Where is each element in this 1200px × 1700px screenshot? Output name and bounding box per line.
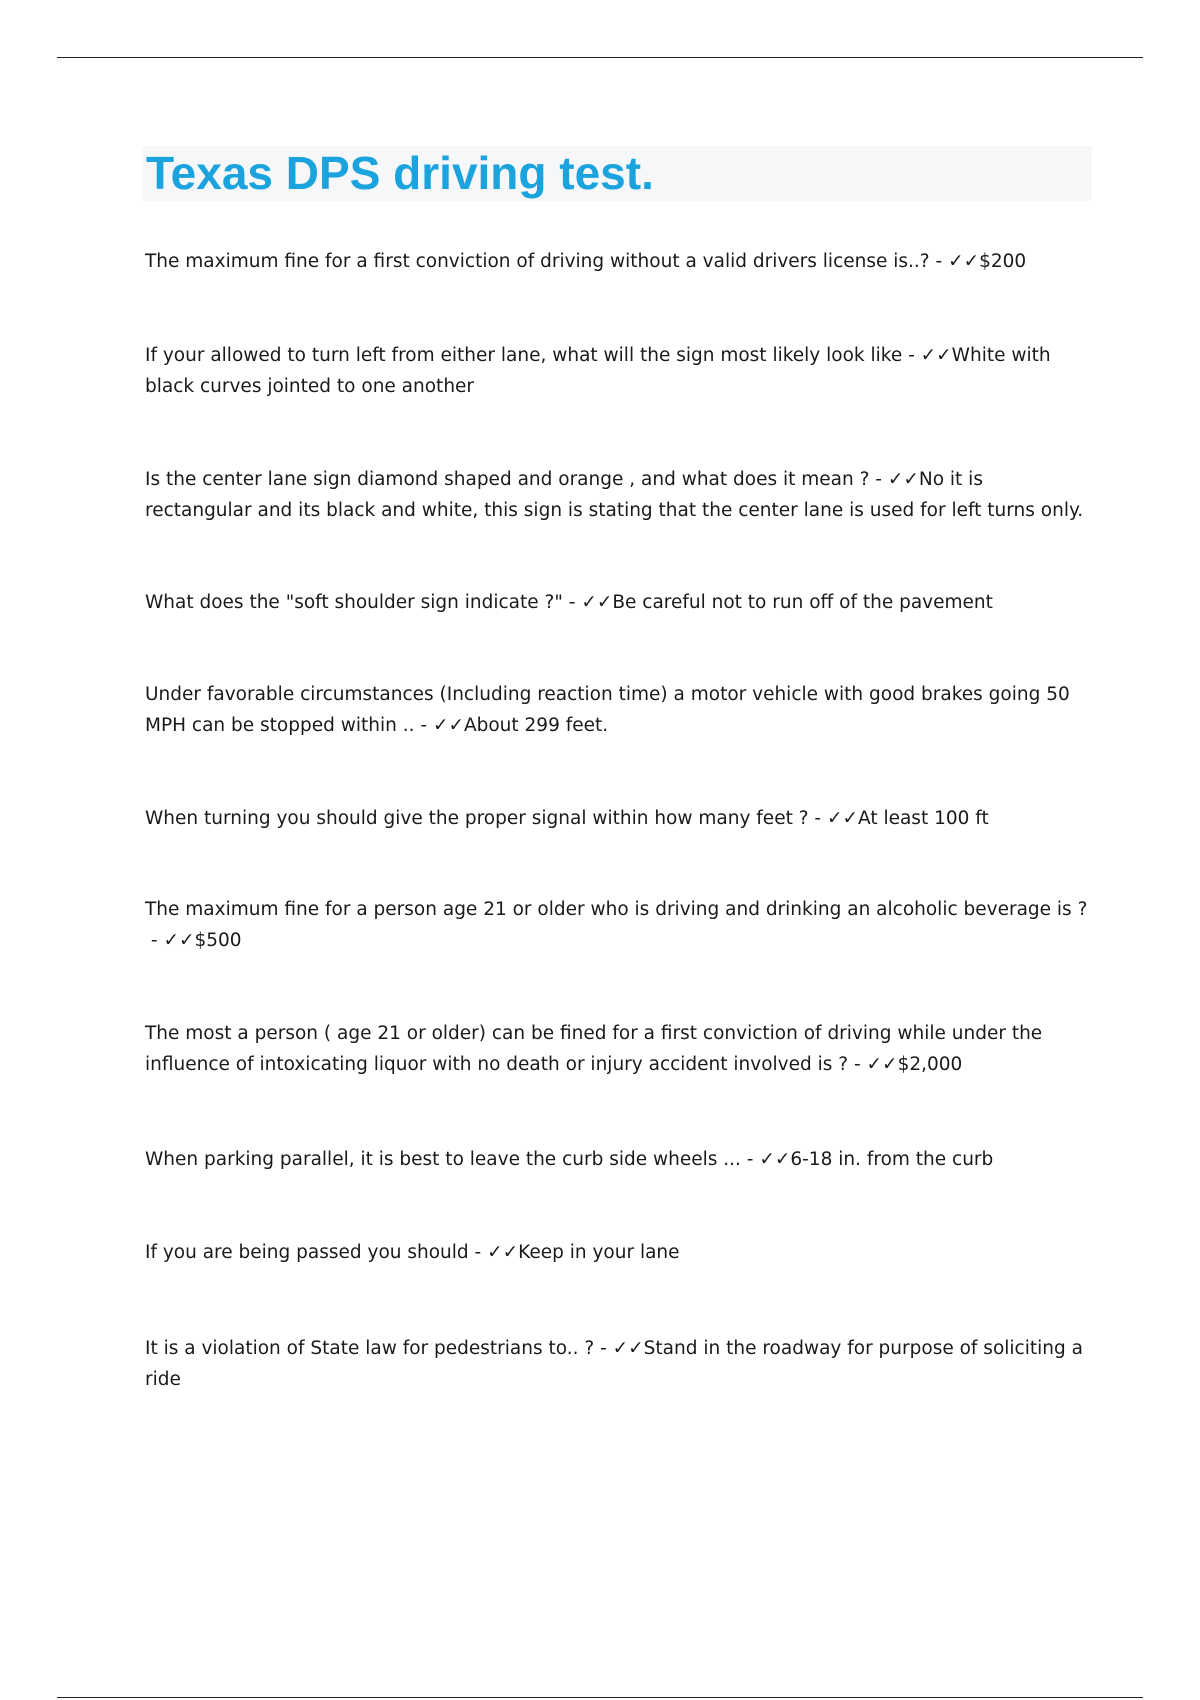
- answer-text: 6-18 in. from the curb: [790, 1149, 994, 1170]
- answer-text: $200: [979, 251, 1027, 272]
- separator: -: [468, 1242, 488, 1263]
- qa-item-1: [145, 246, 1095, 277]
- question-text: What does the "soft shoulder sign indicate ?": [145, 592, 563, 613]
- qa-item-7: [145, 894, 1095, 956]
- question-text: Under favorable circumstances (Including reaction time) a motor vehicle with good brakes going 50 MPH can be stopped within ..: [145, 684, 1070, 736]
- question-text: When turning you should give the proper signal within how many feet ?: [145, 808, 809, 829]
- answer-text: No it is rectangular and its black and white, this sign is stating that the center lane is used for left turns only.: [145, 469, 1084, 521]
- top-rule: [57, 57, 1143, 58]
- question-text: The maximum fine for a person age 21 or older who is driving and drinking an alcoholic beverage is ?: [145, 899, 1088, 920]
- check-mark-icon: ✓✓: [581, 592, 613, 613]
- qa-item-6: [145, 803, 1095, 834]
- answer-text: Be careful not to run off of the pavement: [612, 592, 993, 613]
- check-mark-icon: ✓✓: [887, 469, 919, 490]
- check-mark-icon: ✓✓: [432, 715, 464, 736]
- separator: -: [808, 808, 827, 829]
- answer-text: About 299 feet.: [463, 715, 609, 736]
- separator: -: [145, 930, 164, 951]
- question-text: It is a violation of State law for pedestrians to.. ?: [145, 1338, 595, 1359]
- qa-item-9: [145, 1144, 1095, 1175]
- question-text: When parking parallel, it is best to leave the curb side wheels ...: [145, 1149, 741, 1170]
- separator: -: [902, 345, 921, 366]
- answer-text: $500: [194, 930, 242, 951]
- separator: -: [848, 1054, 867, 1075]
- qa-item-8: [145, 1018, 1095, 1080]
- qa-item-5: [145, 679, 1095, 741]
- question-text: If your allowed to turn left from either lane, what will the sign most likely look like: [145, 345, 903, 366]
- question-text: If you are being passed you should: [145, 1242, 469, 1263]
- separator: -: [594, 1338, 613, 1359]
- check-mark-icon: ✓✓: [920, 345, 952, 366]
- qa-item-4: [145, 587, 1095, 618]
- document-title: Texas DPS driving test.: [146, 147, 654, 199]
- check-mark-icon: ✓✓: [487, 1242, 519, 1263]
- separator: -: [414, 715, 433, 736]
- question-text: The most a person ( age 21 or older) can be fined for a first conviction of driving while under the influence of intoxicating liquor with no death or injury accident involved is ?: [145, 1023, 1043, 1075]
- check-mark-icon: ✓✓: [866, 1054, 898, 1075]
- check-mark-icon: ✓✓: [759, 1149, 791, 1170]
- qa-item-3: [145, 464, 1095, 526]
- question-text: Is the center lane sign diamond shaped and orange , and what does it mean ?: [145, 469, 870, 490]
- check-mark-icon: ✓✓: [612, 1338, 644, 1359]
- answer-text: Stand in the roadway for purpose of soliciting a ride: [145, 1338, 1083, 1390]
- answer-text: Keep in your lane: [518, 1242, 680, 1263]
- bottom-rule: [57, 1697, 1143, 1698]
- check-mark-icon: ✓✓: [163, 930, 195, 951]
- answer-text: $2,000: [897, 1054, 963, 1075]
- qa-item-11: [145, 1333, 1095, 1395]
- qa-item-2: [145, 340, 1095, 402]
- separator: -: [929, 251, 949, 272]
- question-text: The maximum fine for a first conviction of driving without a valid drivers license is..?: [145, 251, 930, 272]
- separator: -: [740, 1149, 760, 1170]
- check-mark-icon: ✓✓: [826, 808, 858, 829]
- qa-item-10: [145, 1237, 1095, 1268]
- separator: -: [562, 592, 582, 613]
- answer-text: White with black curves jointed to one another: [145, 345, 1051, 397]
- check-mark-icon: ✓✓: [948, 251, 980, 272]
- separator: -: [869, 469, 888, 490]
- answer-text: At least 100 ft: [857, 808, 989, 829]
